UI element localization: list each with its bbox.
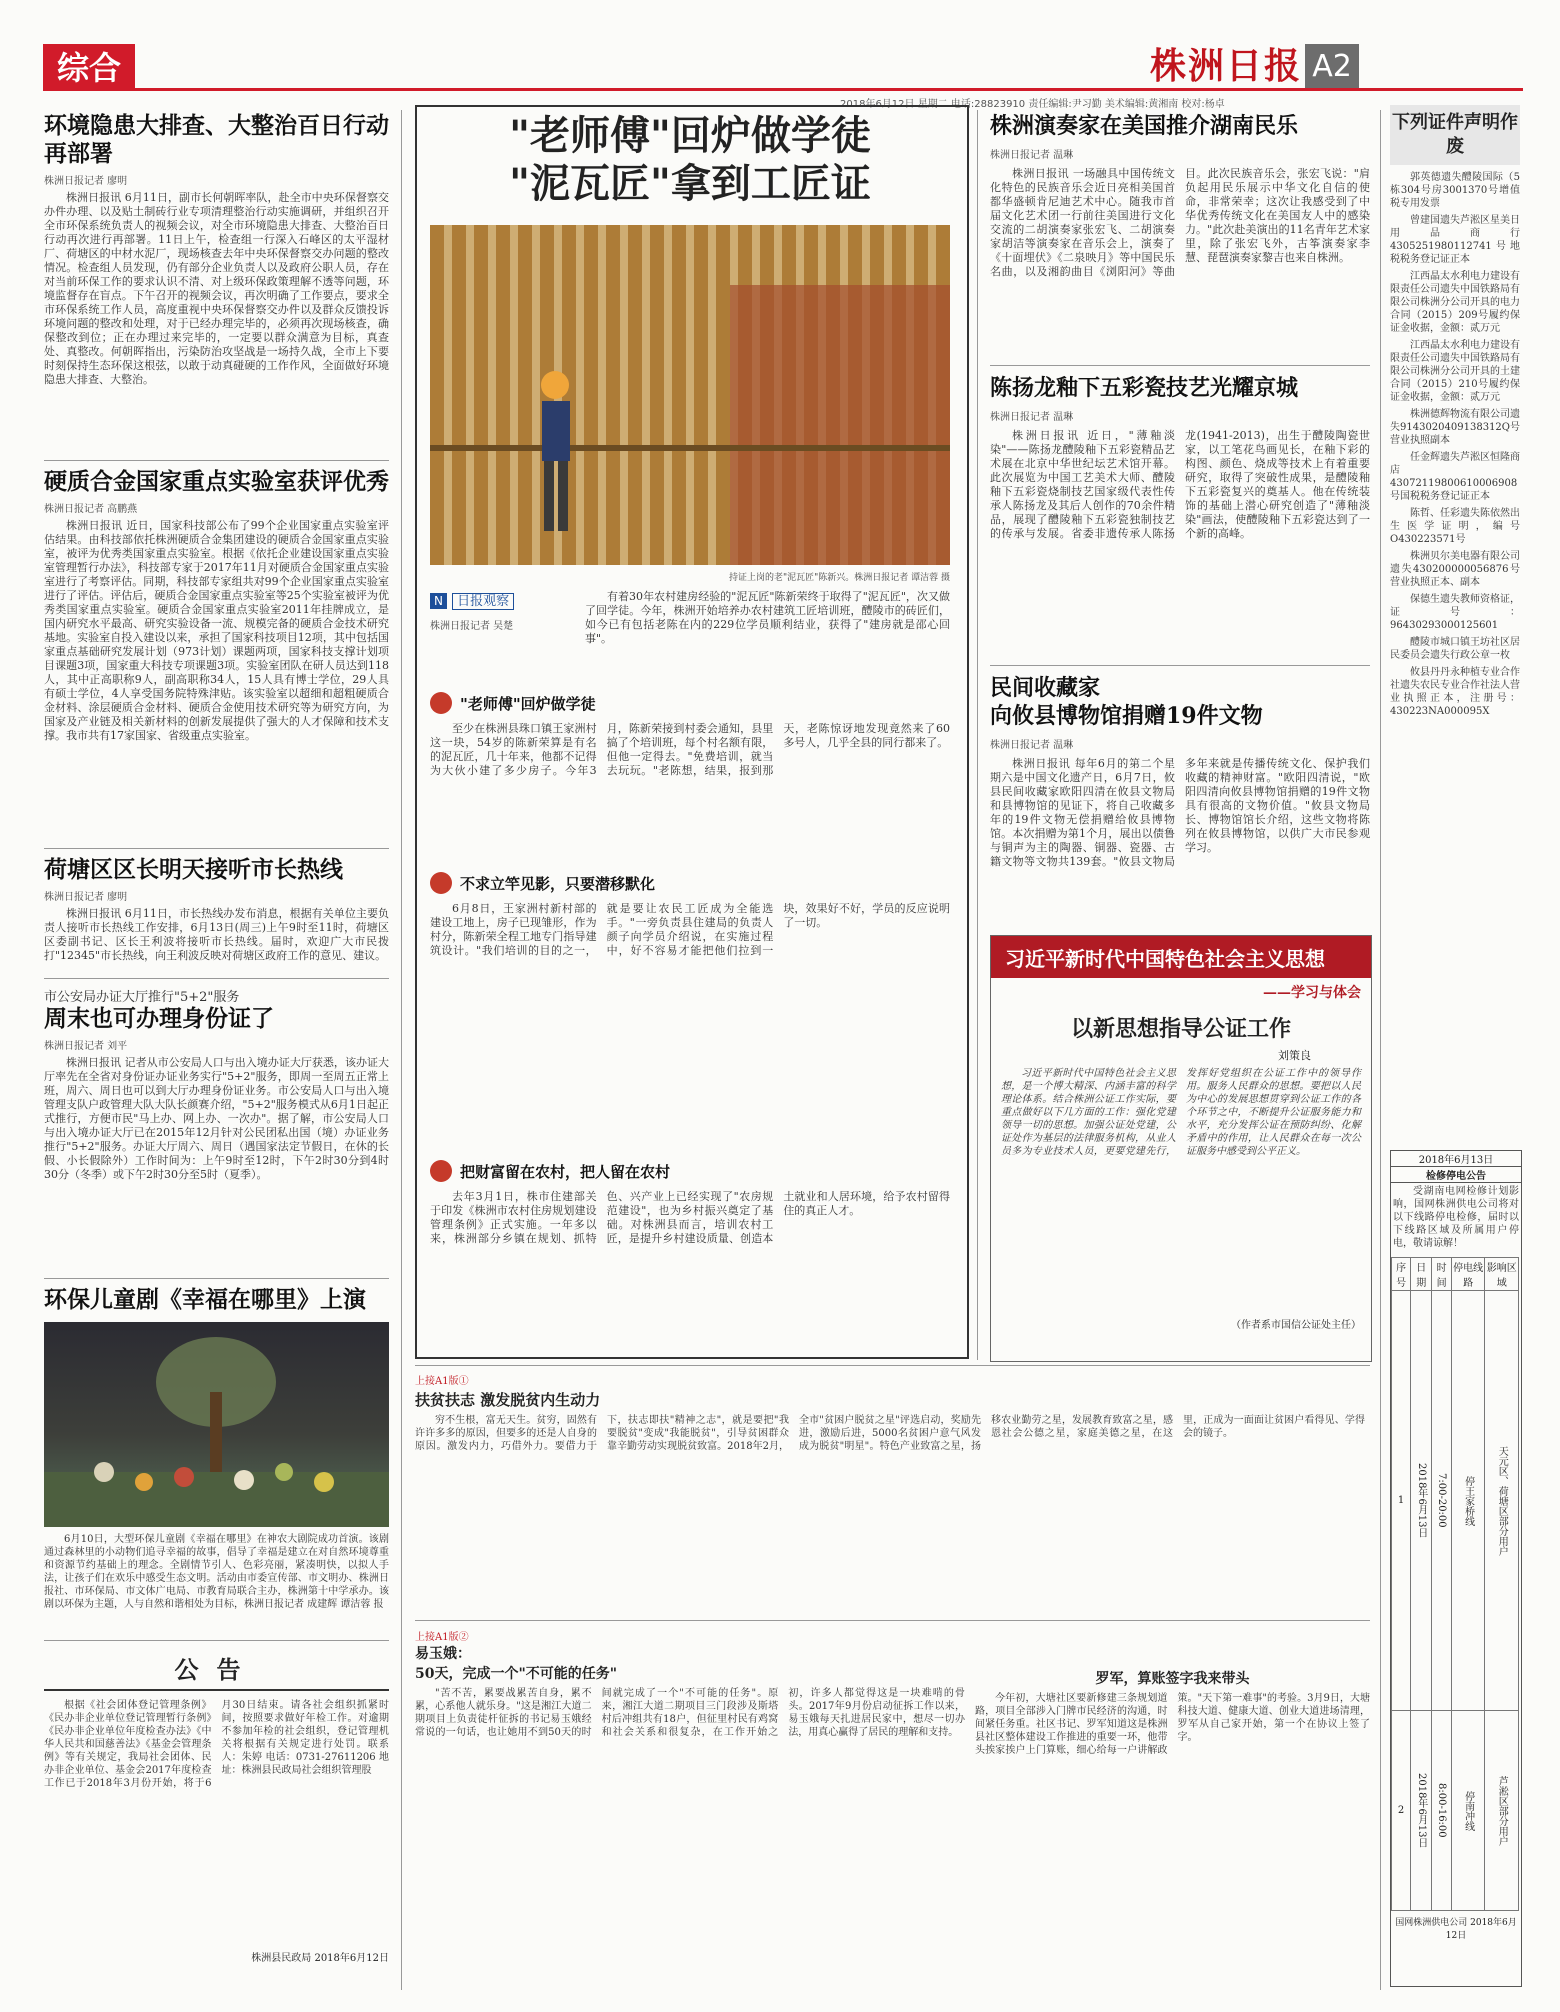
notice-item: 攸县丹丹永种植专业合作社遗失农民专业合作社法人营业执照正本，注册号：430223NA000095X — [1390, 667, 1520, 717]
public-notice — [44, 1650, 389, 1990]
column-divider — [401, 110, 402, 1990]
table-row — [1392, 1711, 1519, 1911]
notices-list — [1390, 171, 1520, 718]
article-body: 株洲日报讯 近日，国家科技部公布了99个企业国家重点实验室评估结果。由科技部依托株洲硬质合金集团建设的硬质合金国家重点实验室，被评为优秀类国家重点实验室。根据《依托企业建设国家重点实验室管理暂行办法》，科技部专家于2017年11月对硬质合金国家重点实验室进行了考察评估。同期，科技部专家组共对99个企业国家重点实验室进行了评估。评估后，硬质合金国家重点实验室等25个实验室被评为优秀类国家重点实验室。硬质合金国家重点实验室2011年挂牌成立，是国内研究水平最高、研究实验设备一流、规模完备的硬质合金技术研究基地。实验室自投入建设以来，承担了国家科技项目12项，其中包括国家重点基础研究发展计划（973计划）课题两项，国家科技支撑计划项目课题3项，国家重大科技专项课题3项。实验室团队在研人员达到118人，其中正高职称9人，副高职称34人，15人具有博士学位，29人具有硕士学位，4人享受国务院特殊津贴。该实验室以超细和超粗硬质合金材料、涂层硬质合金材料、硬质合金使用技术研究等为研究方向，为国家及产业链及相关新材料的创新发展提供了强大的人才保障和技术支撑。我市共有17家国家、省级重点实验室。 — [44, 519, 389, 742]
article-lab — [44, 468, 389, 819]
outage-table — [1391, 1257, 1519, 1911]
col-header: 日期 — [1411, 1258, 1432, 1291]
column-tag: 日报观察 — [452, 593, 514, 610]
column-divider — [977, 110, 978, 1360]
subhead-text: 不求立竿见影，只要潜移默化 — [460, 874, 656, 893]
outage-header: 检修停电公告 — [1391, 1167, 1521, 1183]
lead-section-3: 去年3月1日，株市住建部关于印发《株洲市农村住房规划建设管理条例》正式实施。一年多以来，株洲部分乡镇在规划、抓特色、兴产业上已经实现了"农房规范建设"，也为乡村振兴奠定了基础。对株洲县而言，培训农村工匠，是提升乡村建设质量、创造本土就业和人居环境，给予农村留得住的真正人才。 — [430, 1190, 950, 1245]
article-body: 株洲日报讯 一场融具中国传统文化特色的民族音乐会近日亮相美国首都华盛顿肯尼迪艺术中心。随我市首届文化艺术团一行前往美国进行文化交流的二胡演奏家张宏飞、二胡演奏家胡洁等演奏家在音乐会上，演奏了《十面埋伏》《二泉映月》等中国民乐名曲，以及湘韵曲目《浏阳河》等曲目。此次民族音乐会，张宏飞说："肩负起用民乐展示中华文化自信的使命，非常荣幸；这次让我感受到了中华优秀传统文化在美国友人中的感染力。"此次赴美演出的11名青年艺术家里，除了张宏飞外，古筝演奏家李慧、琵琶演奏家黎吉也来自株洲。 — [990, 167, 1370, 278]
opinion-band: 习近平新时代中国特色社会主义思想 — [991, 936, 1371, 978]
column-divider — [1380, 110, 1381, 1990]
outage-table-head — [1392, 1258, 1519, 1291]
jump-headline-1: 易玉娥： — [415, 1646, 471, 1662]
col-header: 序号 — [1392, 1258, 1411, 1291]
notice-item: 曾建国遗失芦淞区星美日用品商行4305251980112741号地税税务登记证正本 — [1390, 215, 1520, 265]
section-tab: 综合 — [43, 44, 135, 88]
notice-item: 江西晶太水利电力建设有限责任公司遗失中国铁路局有限公司株洲分公司开具的电力合同（2015）209号履约保证金收据，金额：贰万元 — [1390, 271, 1520, 334]
divider — [415, 1620, 1370, 1621]
notice-item: 株洲贝尔美电器有限公司遗失430200000056876号营业执照正本、副本 — [1390, 551, 1520, 588]
section-marker-icon — [430, 872, 452, 894]
headline: 环保儿童剧《幸福在哪里》上演 — [44, 1286, 366, 1313]
section-marker-icon — [430, 1160, 452, 1182]
lead-photo-caption: 持证上岗的老"泥瓦匠"陈新兴。株洲日报记者 谭洁蓉 摄 — [728, 573, 950, 583]
photo-caption: 6月10日，大型环保儿童剧《幸福在哪里》在神农大剧院成功首演。该剧通过森林里的小动物们追寻幸福的故事，倡导了幸福是建立在对自然环境尊重和资源节约基础上的理念。全剧情节引人、色彩亮丽，紧凑明快，以拟人手法，让孩子们在欢乐中感受生态文明。活动由市委宣传部、市文明办、株洲日报社、市环保局、市文体广电局、市教育局联合主办，株洲第十中学承办。该剧以环保为主题，人与自然和谐相处为目标，株洲日报记者 成建辉 谭洁蓉 报 — [44, 1534, 389, 1610]
lead-photo — [430, 225, 950, 565]
headline-1: 民间收藏家 — [990, 675, 1101, 701]
stage-photo — [44, 1322, 389, 1527]
subhead-text: 把财富留在农村，把人留在农村 — [460, 1162, 671, 1181]
notice-signoff: 株洲县民政局 2018年6月12日 — [251, 1953, 389, 1964]
article-body: 株洲日报讯 6月11日，市长热线办发布消息，根据有关单位主要负责人接听市长热线工作安排，6月13日(周三)上午9时至11时，荷塘区区委副书记、区长王利波将接听市长热线。届时，欢迎广大市民拨打"12345"市长热线，向王利波反映对荷塘区政府工作的意见、建议。 — [44, 907, 389, 962]
cell: 2 — [1392, 1711, 1411, 1911]
headline: 陈扬龙釉下五彩瓷技艺光耀京城 — [990, 375, 1299, 401]
newspaper-logo: 株洲日报 — [1150, 45, 1303, 87]
lead-headline-line2: "泥瓦匠"拿到工匠证 — [509, 160, 871, 207]
lead-subhead-3 — [430, 1160, 950, 1182]
outage-sign: 国网株洲供电公司 2018年6月12日 — [1395, 1918, 1517, 1941]
cell: 7:00-20:00 — [1432, 1291, 1452, 1711]
opinion-author: 刘策良 — [1278, 1049, 1311, 1062]
jump-article-2 — [415, 1628, 965, 1988]
article-body: 株洲日报讯 每年6月的第二个星期六是中国文化遗产日，6月7日，攸县民间收藏家欧阳四清在攸县文物局和县博物馆的见证下，将自己收藏多年的19件文物无偿捐赠给攸县博物馆。本次捐赠为第1个月，展出以债鲁与铜声为主的陶器、铜器、瓷器、古籍文物等文物共139套。"攸县文物局多年来就是传播传统文化、保护我们收藏的精神财富。"欧阳四清说，"欧阳四清向攸县博物馆捐赠的19件文物具有很高的文物价值。"攸县文物局长、博物馆馆长介绍，这些文物将陈列在攸县博物馆，以供广大市民参观学习。 — [990, 757, 1370, 868]
opinion-body: 习近平新时代中国特色社会主义思想，是一个博大精深、内涵丰富的科学理论体系。结合株洲公证工作实际，要重点做好以下几方面的工作：强化党建领导一切的思想。加强公证处党建，公证处作为基层的法律服务机构，从业人员多为专业技术人员，更要党建先行，发挥好党组织在公证工作中的领导作用。服务人民群众的思想。要把以人民为中心的发展思想贯穿到公证工作的各个环节之中，不断提升公证服务能力和水平，充分发挥公证在预防纠纷、化解矛盾中的作用，让人民群众在每一次公证服务中感受到公平正义。 — [1001, 1068, 1361, 1157]
article-body: 株洲日报讯 近日，"薄釉淡染"——陈扬龙醴陵釉下五彩瓷精品艺术展在北京中华世纪坛艺术馆开幕。此次展览为中国工艺美术大师、醴陵釉下五彩瓷烧制技艺国家级代表性传承人陈扬龙及其后人创作的70余件精品，展现了醴陵釉下五彩瓷独制技艺的传承与发展。省委非遗传承人陈扬龙(1941-2013)，出生于醴陵陶瓷世家，以工笔花鸟画见长，在釉下彩的构图、颜色、烧成等技术上有着重要研究，取得了突破性成果，是醴陵釉下五彩瓷复兴的奠基人。他在传统装饰的基础上潜心研究创造了"薄釉淡染"画法，使醴陵釉下五彩瓷达到了一个新的高峰。 — [990, 429, 1370, 540]
lead-subhead-1 — [430, 692, 950, 714]
opinion-box — [990, 935, 1372, 1362]
cell: 2018年6月13日 — [1411, 1291, 1432, 1711]
divider — [415, 1365, 1370, 1366]
lead-photo-art — [430, 225, 950, 565]
jump-headline-2: 50天，完成一个"不可能的任务" — [415, 1666, 618, 1682]
jump-body: 今年初，大塘社区要新修建三条规划道路，项目全部涉入门牌市民经济的沟通，时间紧任务重。社区书记、罗军知道这是株洲县社区整体建设工作推进的重要一环，他带头挨家挨户上门算账，细心给每一户讲解政策。"天下第一难事"的考验。3月9日，大塘科技大道、健康大道、创业大道进场清理，罗军从自己家开始，第一个在协议上签了字。 — [975, 1693, 1370, 1756]
col-header: 影响区域 — [1485, 1258, 1519, 1291]
opinion-title: 以新思想指导公证工作 — [1070, 1016, 1291, 1042]
page-number: A2 — [1305, 44, 1359, 88]
jump-article-1 — [415, 1372, 1365, 1612]
notice-item: 郭英德遗失醴陵国际（5栋304号房3001370号增值税专用发票 — [1390, 172, 1520, 209]
jump-tag: 上接A1版① — [415, 1376, 469, 1387]
divider — [44, 1640, 389, 1641]
byline: 株洲日报记者 温琳 — [990, 740, 1074, 751]
notice-item: 保德生遗失教师资格证，证号：96430293000125601 — [1390, 594, 1520, 631]
jump-body: 穷不生根，富无天生。贫穷，固然有许许多多的原因，但要多的还是人自身的原因。激发内力，巧借外力。要借力于下，扶志即扶"精神之志"，就是要把"我要脱贫"变成"我能脱贫"，引导贫困群众靠辛勤劳动实现脱贫致富。2018年2月，全市"贫困户脱贫之星"评选启动，奖励先进，激励后进，5000名贫困户意气风发成为脱贫"明星"。特色产业致富之星，扬移农业勤劳之星，发展教育致富之星，感恩社会公德之星，家庭美德之星，在这里，正成为一面面让贫困户看得见、学得会的镜子。 — [415, 1415, 1365, 1452]
outage-notice — [1390, 1150, 1522, 1987]
notice-title: 公告 — [44, 1650, 389, 1691]
notices-header: 下列证件声明作废 — [1390, 105, 1520, 165]
article-body: 株洲日报讯 6月11日，副市长何朝晖率队，赴全市中央环保督察交办件办理、以及贴土制砖行业专项清理整治行动实施调研，并组织召开全市环保系统负责人的视频会议，对全市环境隐患大排查、大整治百日行动再次进行再部署。11日上午，检查组一行深入石峰区的太平湿材厂、荷塘区的中材水泥厂，现场核查去年中央环保督察交办问题的整改情况。检查组人员发现，仍有部分企业负责人以及政府公职人员，存在对当前环保工作的要求认识不清、对上级环保政策理解不透等问题，环境监督存在盲点。下午召开的视频会议，再次明确了工作要点，要求全市环保系统工作人员，高度重视中央环保督察交办件以及群众反馈投诉环境问题的整改和处理，对于已经办理完毕的，必须再次现场核查，确保整改到位；正在办理过来完毕的，一定要以群众满意为目标，真查处、真整改。何朝晖指出，污染防治攻坚战是一场持久战，全市上下要时刻保持生态环保这根弦，以敢于动真碰硬的工作作风，全面做好环境隐患大排查、大整治。 — [44, 191, 389, 386]
divider — [990, 665, 1370, 666]
cell: 1 — [1392, 1291, 1411, 1711]
lead-subhead-2 — [430, 872, 950, 894]
byline: 株洲日报记者 高鹏燕 — [44, 504, 138, 515]
article-porcelain — [990, 374, 1370, 639]
notice-item: 株洲德辉物流有限公司遗失9143020409138312Q号营业执照副本 — [1390, 409, 1520, 446]
article-idcard — [44, 986, 389, 1261]
opinion-footer: （作者系市国信公证处主任） — [1231, 1320, 1361, 1331]
lead-byline: 株洲日报记者 吴楚 — [430, 621, 514, 632]
headline: 环境隐患大排查、大整治百日行动再部署 — [44, 112, 389, 167]
headline: 硬质合金国家重点实验室获评优秀 — [44, 468, 389, 495]
jump-tag: 上接A1版② — [415, 1632, 469, 1643]
article-environment — [44, 112, 389, 471]
cell: 天元区、荷塘区部分用户 — [1485, 1291, 1519, 1711]
byline: 株洲日报记者 廖明 — [44, 892, 128, 903]
divider — [44, 848, 389, 849]
table-row — [1392, 1291, 1519, 1711]
section-marker-icon — [430, 692, 452, 714]
jump-headline: 罗军，算账签字我来带头 — [1095, 1671, 1250, 1687]
notice-item: 陈哲、任彩遗失陈依然出生医学证明，编号O430223571号 — [1390, 508, 1520, 545]
notice-item: 江西晶太水利电力建设有限责任公司遗失中国铁路局有限公司株洲分公司开具的土建合同（2015）210号履约保证金收据，金额：贰万元 — [1390, 340, 1520, 403]
byline: 株洲日报记者 温琳 — [990, 150, 1074, 161]
cell: 停南冲线 — [1451, 1711, 1485, 1911]
byline: 株洲日报记者 廖明 — [44, 176, 128, 187]
kicker: 市公安局办证大厅推行"5+2"服务 — [44, 990, 240, 1005]
cell: 8:00-16:00 — [1432, 1711, 1452, 1911]
headline: 荷塘区区长明天接听市长热线 — [44, 856, 343, 883]
divider — [44, 460, 389, 461]
cell: 2018年6月13日 — [1411, 1711, 1432, 1911]
headline: 周末也可办理身份证了 — [44, 1005, 274, 1032]
article-hotline — [44, 856, 389, 977]
jump-article-3 — [975, 1628, 1370, 1988]
column-tag-icon: N — [430, 593, 447, 609]
cell: 停王家桥线 — [1451, 1291, 1485, 1711]
byline: 株洲日报记者 刘平 — [44, 1041, 128, 1052]
divider — [990, 365, 1370, 366]
jump-headline: 扶贫扶志 激发脱贫内生动力 — [415, 1391, 601, 1409]
lead-headline — [415, 112, 965, 208]
divider — [44, 1278, 389, 1279]
column-tag-box — [430, 590, 570, 632]
headline-2: 向攸县博物馆捐赠19件文物 — [990, 703, 1263, 729]
col-header: 停电线路 — [1451, 1258, 1485, 1291]
stage-photo-art — [44, 1322, 389, 1527]
article-music — [990, 112, 1370, 327]
lead-section-1: 至少在株洲县珠口镇王家洲村这一块，54岁的陈新荣算是有名的泥瓦匠，几十年来，他都不记得为大伙小建了多少房子。今年3月，陈新荣接到村委会通知，县里搞了个培训班，每个村名额有限，但他一定得去。"免费培训，就当去玩玩。"老陈想，结果，报到那天，老陈惊讶地发现竟然来了60多号人，几乎全县的同行都来了。 — [430, 722, 950, 777]
subhead-text: "老师傅"回炉做学徒 — [460, 694, 596, 713]
notice-body: 根据《社会团体登记管理条例》《民办非企业单位登记管理暂行条例》《民办非企业单位年度检查办法》《中华人民共和国慈善法》《基金会管理条例》等有关规定，我局社会团体、民办非企业单位、基金会2017年度检查工作已于2018年3月份开始，将于6月30日结束。请各社会组织抓紧时间，按照要求做好年检工作。对逾期不参加年检的社会组织，登记管理机关将根据有关规定进行处罚。联系人：朱婷 电话：0731-27611206 地址：株洲县民政局社会组织管理股 — [44, 1700, 389, 1789]
article-play — [44, 1286, 389, 1638]
headline: 株洲演奏家在美国推介湖南民乐 — [990, 113, 1299, 139]
byline: 株洲日报记者 温琳 — [990, 412, 1074, 423]
outage-intro: 受湖南电网检修计划影响，国网株洲供电公司将对以下线路停电检修，届时以下线路区域及所属用户停电，敬请谅解！ — [1393, 1186, 1519, 1249]
lead-section-2: 6月8日，王家洲村新村部的建设工地上，房子已现雏形，作为村分，陈新荣全程工地专门指导建筑设计。"我们培训的目的之一，就是要让农民工匠成为全能选手。"一旁负责县住建局的负责人颜子向学员介绍说，在实施过程中，好不容易才能把他们拉到一块，效果好不好，学员的反应说明了一切。 — [430, 902, 950, 957]
notice-item: 醴陵市城口镇王坊社区居民委员会遗失行政公章一枚 — [1390, 637, 1520, 661]
col-header: 时间 — [1432, 1258, 1452, 1291]
dateline: 2018年6月12日 星期二 电话:28823910 责任编辑:尹习勤 美术编辑:黄湘南 校对:杨卓 — [840, 99, 1225, 110]
jump-body: "苦不苦，累要战累苦自身，累不累，心系他人就乐身。"这是湘江大道二期项目上负责徒杆征拆的书记易玉娥经常说的一句话，也让她用不到50天的时间就完成了一个"不可能的任务"。原来，湘江大道二期项目三门段涉及斯塔村后冲组共有18户，但征里村民有鸡窝和社会关系和很复杂，在工作开始之初，许多人都觉得这是一块难啃的骨头。2017年9月份启动征拆工作以来，易玉娥每天扎进居民家中，想尽一切办法，用真心赢得了居民的理解和支持。 — [415, 1688, 965, 1738]
notices-column — [1390, 105, 1520, 722]
notice-item: 任金辉遗失芦淞区恒隆商店43072119800610006908号国税税务登记证正本 — [1390, 452, 1520, 502]
lead-intro: 有着30年农村建房经验的"泥瓦匠"陈新荣终于取得了"泥瓦匠"，次又做了回学徒。今年，株洲开始培养办农村建筑工匠培训班，醴陵市的砖匠们，如今已有包括老陈在内的229位学员顺利结业，获得了"建房就是邵心回事"。 — [585, 590, 950, 645]
article-museum — [990, 674, 1370, 917]
lead-headline-line1: "老师傅"回炉做学徒 — [509, 112, 871, 159]
article-body: 株洲日报讯 记者从市公安局人口与出入境办证大厅获悉，该办证大厅率先在全省对身份证办证业务实行"5+2"服务，即周一至周五正常上班，周六、周日也可以到大厅办理身份证业务。市公安局人口与出入境管理支队户政管理大队大队长颜赛介绍，"5+2"服务模式从6月1日起正式推行，方便市民"马上办、网上办、一次办"。据了解，市公安局人口与出入境办证大厅已在2015年12月针对公民团私出国（境）办证业务推行"5+2"服务。办证大厅周六、周日（遇国家法定节假日，在休的长假、小长假除外）工作时间为：上午9时至12时，下午2时30分到4时30分（冬季）或下午2时30分至5时（夏季）。 — [44, 1056, 389, 1181]
divider — [44, 978, 389, 979]
outage-date: 2018年6月13日 — [1391, 1151, 1521, 1167]
cell: 芦淞区部分用户 — [1485, 1711, 1519, 1911]
opinion-subband: ——学习与体会 — [1263, 985, 1361, 1001]
